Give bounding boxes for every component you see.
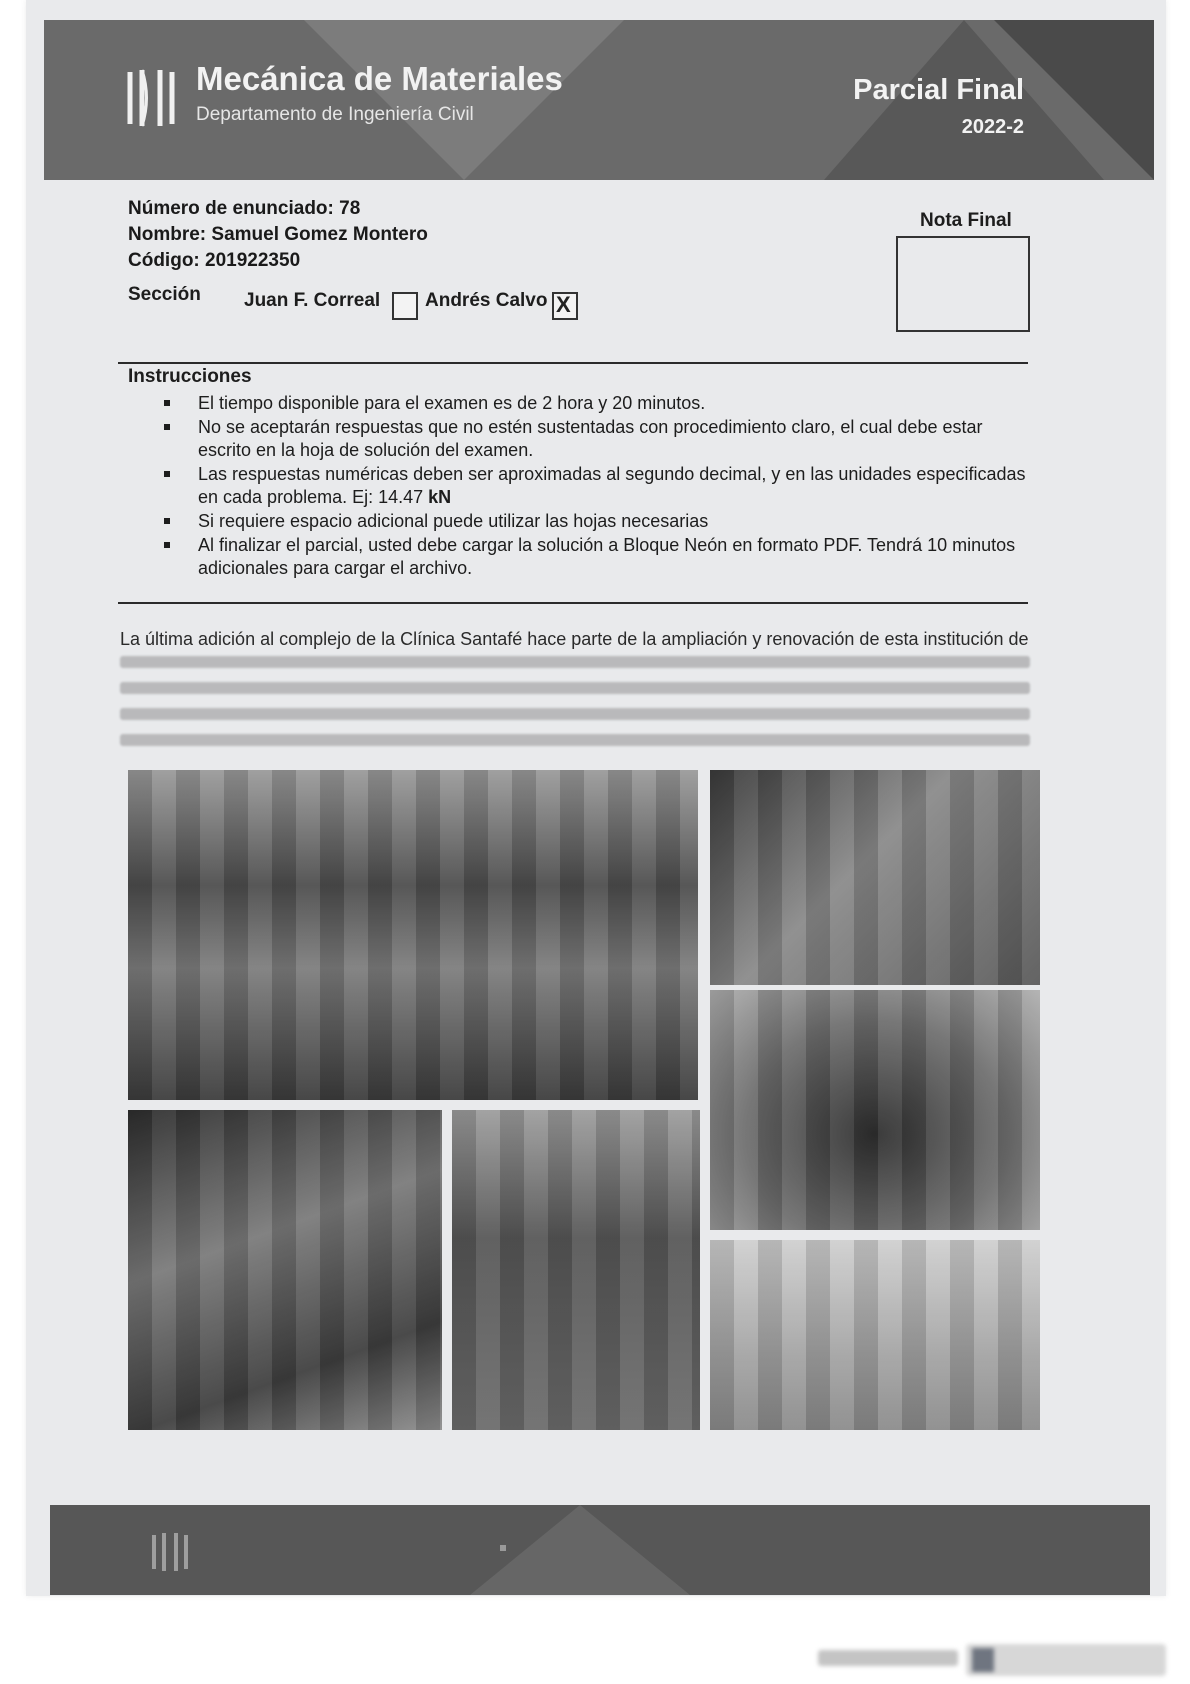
section-label: Sección (128, 284, 201, 305)
instruction-item: Las respuestas numéricas deben ser aproximadas al segundo decimal, y en las unidades especificadas en cada problema. Ej: 14.47 kN (128, 463, 1028, 509)
blurred-paragraph (120, 656, 1030, 760)
section-option-correal-label: Juan F. Correal (244, 290, 381, 311)
student-code: Código: 201922350 (128, 250, 301, 271)
construction-photo-2 (710, 770, 1040, 985)
powered-by-badge-icon (818, 1644, 1178, 1676)
statement-number: Número de enunciado: 78 (128, 198, 361, 219)
instruction-item: El tiempo disponible para el examen es de 2 hora y 20 minutos. (128, 392, 1028, 415)
header-banner (44, 20, 1154, 180)
course-title: Mecánica de Materiales (196, 60, 563, 97)
bullet-icon (164, 424, 170, 430)
bullet-icon (164, 542, 170, 548)
section-option-correal-checkbox[interactable] (392, 292, 418, 320)
instructions-list (128, 392, 1028, 581)
section-option-calvo-label: Andrés Calvo (425, 290, 548, 311)
bullet-icon (164, 471, 170, 477)
construction-photo-3 (710, 990, 1040, 1230)
check-mark-icon: X (556, 292, 571, 317)
instruction-item: No se aceptarán respuestas que no estén sustentadas con procedimiento claro, el cual debe estar escrito en la hoja de solución del examen. (128, 416, 1028, 462)
bullet-icon (164, 518, 170, 524)
student-name: Nombre: Samuel Gomez Montero (128, 224, 428, 245)
bullet-icon (164, 400, 170, 406)
construction-photo-6 (710, 1240, 1040, 1430)
exam-term: 2022-2 (961, 116, 1024, 138)
exam-title: Parcial Final (853, 74, 1024, 106)
university-logo-icon (150, 1529, 190, 1573)
department-name: Departamento de Ingeniería Civil (196, 104, 474, 125)
instruction-item: Al finalizar el parcial, usted debe cargar la solución a Bloque Neón en formato PDF. Tendrá 10 minutos adicionales para cargar el archivo. (128, 534, 1028, 580)
instruction-item: Si requiere espacio adicional puede utilizar las hojas necesarias (128, 510, 1028, 533)
instructions-title: Instrucciones (128, 366, 252, 387)
grade-label: Nota Final (920, 210, 1012, 231)
problem-intro-text: La última adición al complejo de la Clínica Santafé hace parte de la ampliación y renovación de esta institución de (120, 629, 1029, 649)
instructions-bottom-rule (118, 602, 1028, 604)
footer-banner (50, 1505, 1150, 1595)
footer-mark (500, 1545, 506, 1551)
grade-box[interactable] (896, 236, 1030, 332)
construction-photo-4 (128, 1110, 442, 1430)
construction-photo-5 (452, 1110, 700, 1430)
instructions-top-rule (118, 362, 1028, 364)
section-option-calvo-checkbox[interactable] (552, 292, 578, 320)
construction-photo-1 (128, 770, 698, 1100)
university-logo-icon (124, 62, 178, 134)
